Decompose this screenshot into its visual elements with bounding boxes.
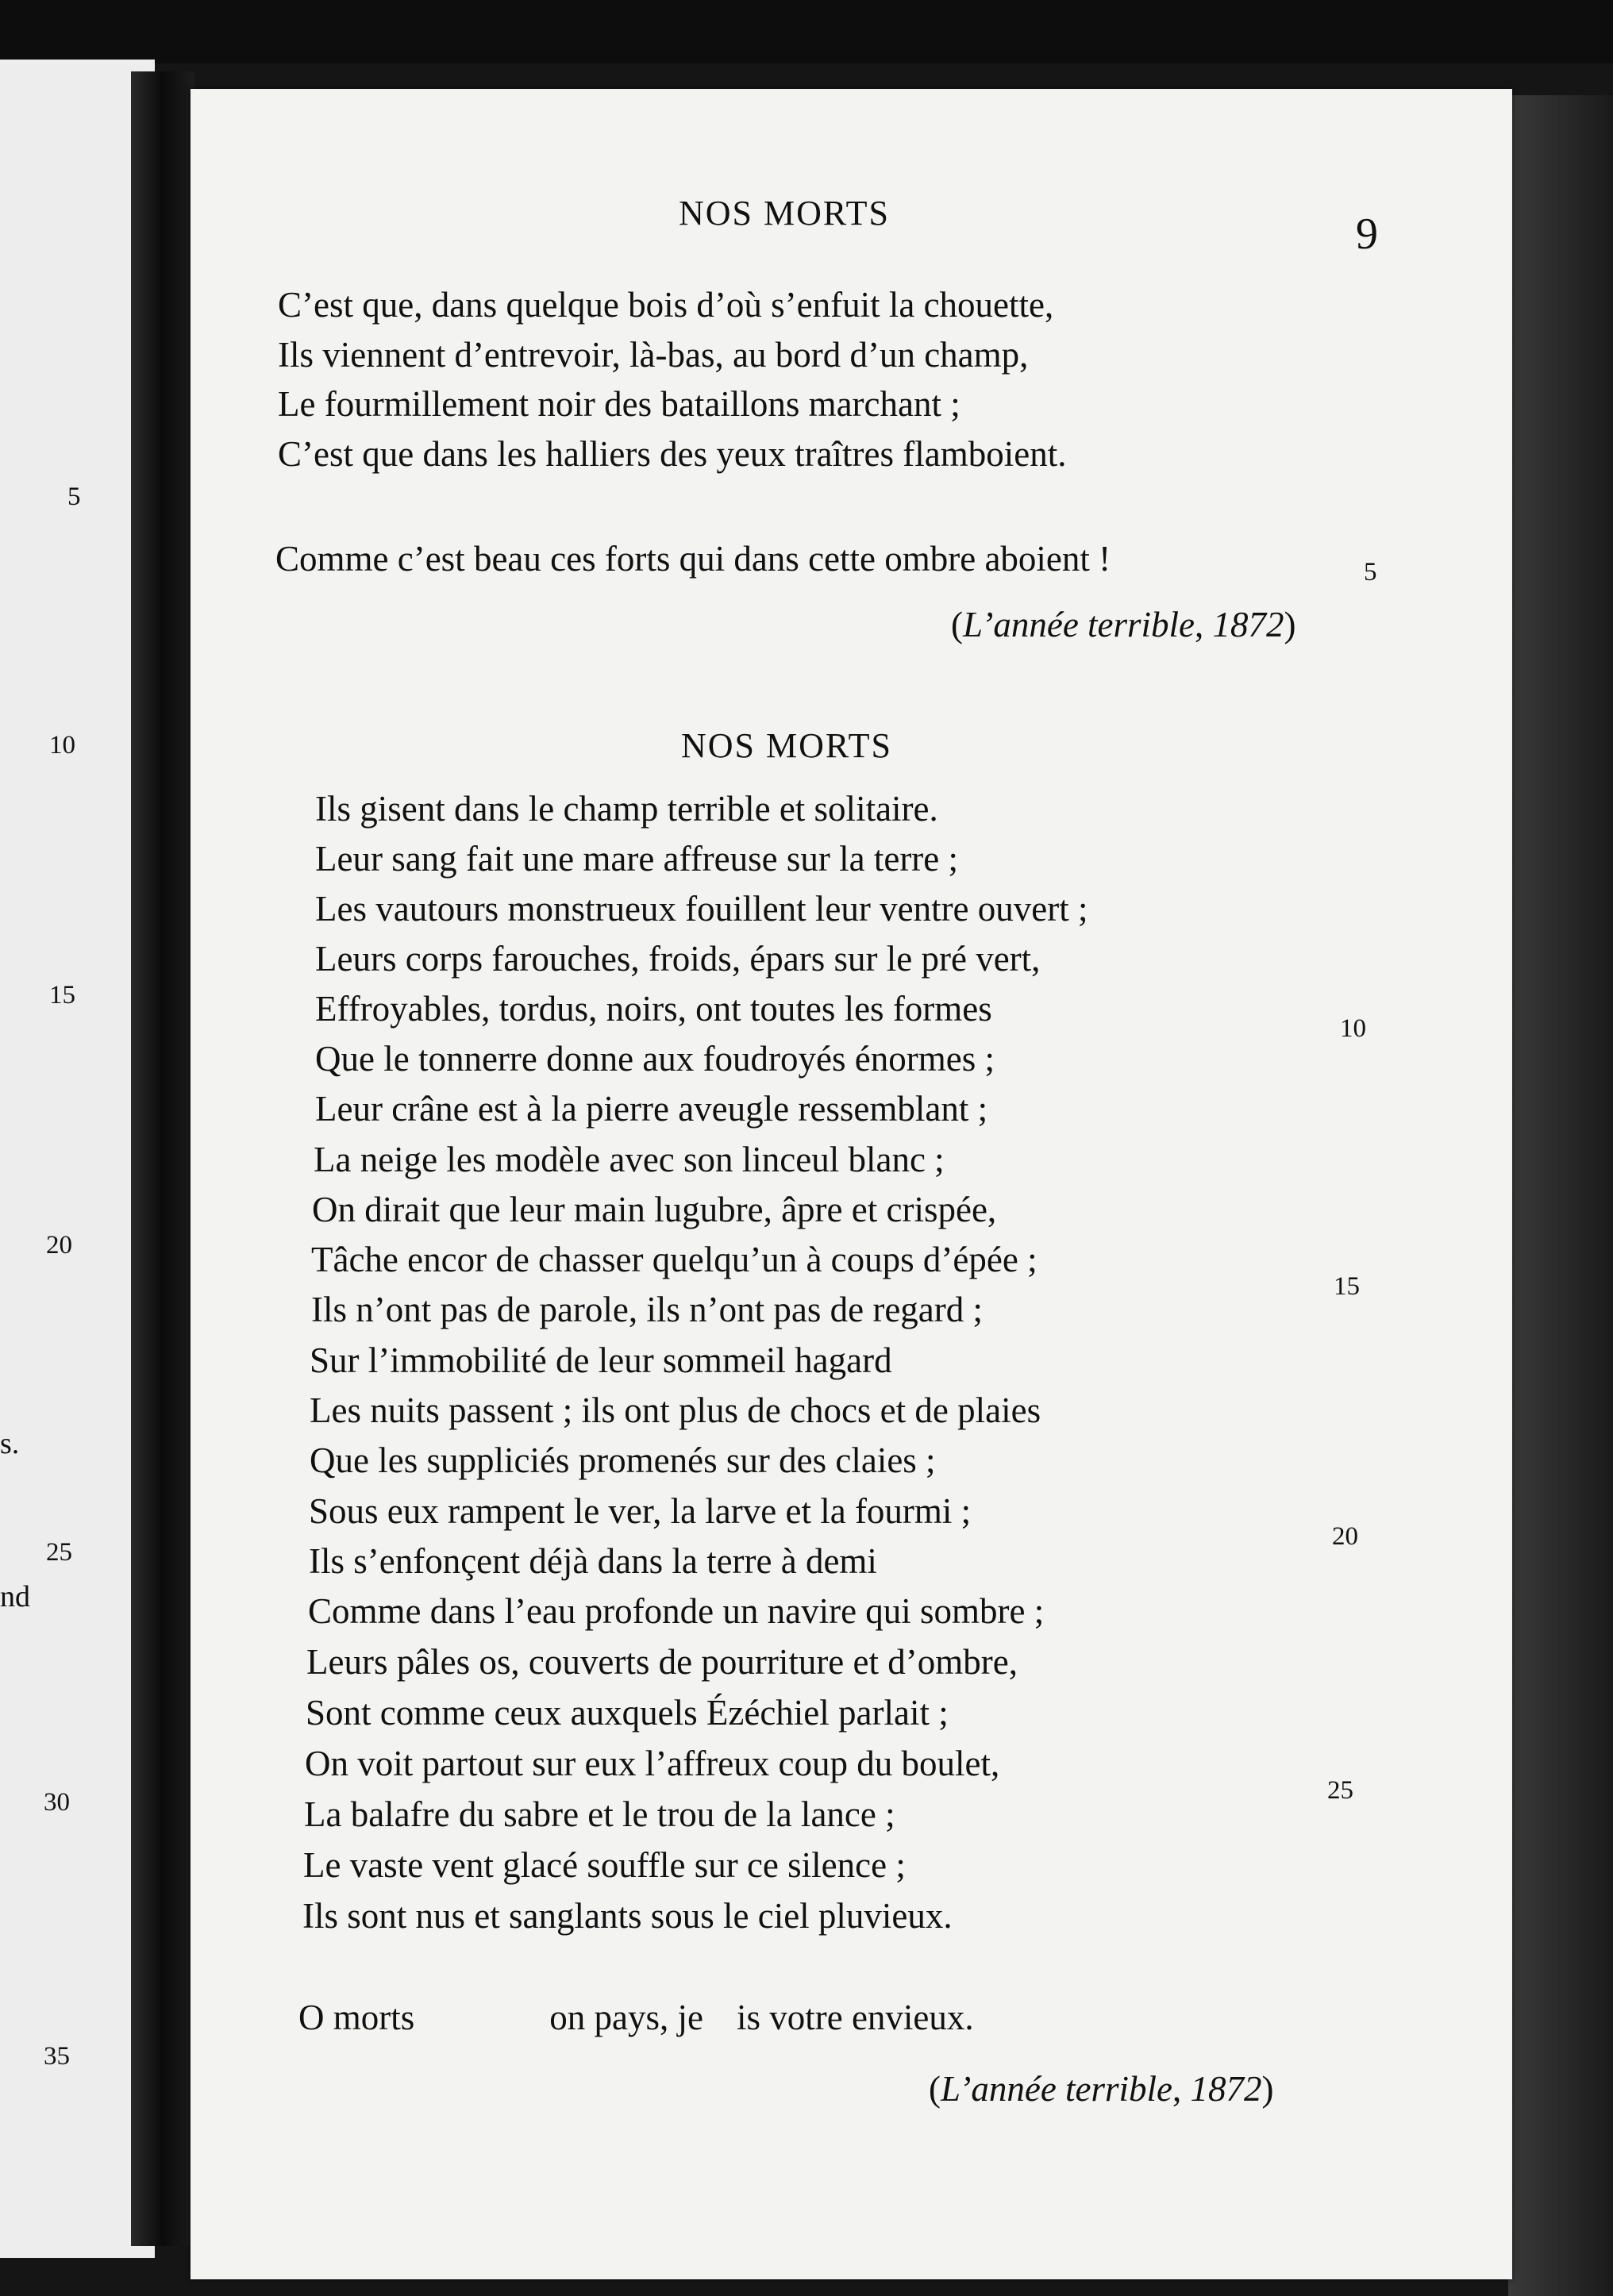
left-text-fragment: nd <box>0 1580 30 1613</box>
left-text-fragment: s. <box>0 1427 20 1460</box>
left-line-number: 30 <box>44 1788 70 1817</box>
source-citation: (L’année terrible, 1872) <box>929 2069 1274 2109</box>
left-line-number: 15 <box>49 981 75 1010</box>
poem-line: Ils viennent d’entrevoir, là-bas, au bord d’un champ, <box>278 335 1029 375</box>
poem-line: Effroyables, tordus, noirs, ont toutes les formes <box>315 989 992 1029</box>
running-head: NOS MORTS <box>679 194 890 233</box>
poem-line: Leur crâne est à la pierre aveugle ressemblant ; <box>315 1089 988 1129</box>
line-number: 25 <box>1327 1776 1353 1805</box>
source-year: 1872 <box>1190 2069 1262 2109</box>
poem-line: Leurs corps farouches, froids, épars sur le pré vert, <box>315 939 1041 979</box>
left-line-number: 35 <box>44 2042 70 2071</box>
left-line-number: 5 <box>67 483 81 511</box>
poem-line: Tâche encor de chasser quelqu’un à coups d’épée ; <box>311 1240 1037 1279</box>
poem-line: Le vaste vent glacé souffle sur ce silence ; <box>303 1845 906 1885</box>
line-number: 10 <box>1340 1014 1366 1043</box>
line-number: 5 <box>1364 558 1377 586</box>
final-line-damaged: O morts on pays, je is votre envieux. <box>298 1998 974 2037</box>
poem-line: C’est que, dans quelque bois d’où s’enfuit la chouette, <box>278 285 1054 325</box>
poem-title: NOS MORTS <box>681 726 892 765</box>
line-number: 15 <box>1334 1272 1360 1301</box>
poem-line: Que les suppliciés promenés sur des claies ; <box>310 1440 936 1480</box>
poem-line: Comme c’est beau ces forts qui dans cette ombre aboient ! <box>275 539 1111 579</box>
poem-line: Ils s’enfonçent déjà dans la terre à demi <box>309 1541 877 1581</box>
poem-line: C’est que dans les halliers des yeux traîtres flamboient. <box>278 434 1067 474</box>
poem-line: Sont comme ceux auxquels Ézéchiel parlait ; <box>306 1693 949 1733</box>
source-title: L’année terrible <box>963 605 1195 644</box>
poem-line: Le fourmillement noir des bataillons marchant ; <box>278 384 960 424</box>
poem-line: Sous eux rampent le ver, la larve et la fourmi ; <box>309 1491 972 1531</box>
poem-line: Les vautours monstrueux fouillent leur ventre ouvert ; <box>315 889 1088 929</box>
poem-line: Les nuits passent ; ils ont plus de chocs et de plaies <box>310 1390 1041 1430</box>
left-line-number: 20 <box>46 1231 72 1260</box>
book-gutter <box>131 71 194 2246</box>
poem-line: Leurs pâles os, couverts de pourriture et d’ombre, <box>306 1642 1018 1682</box>
left-line-number: 10 <box>49 731 75 760</box>
source-year: 1872 <box>1212 605 1284 644</box>
poem-line: On dirait que leur main lugubre, âpre et crispée, <box>312 1190 997 1229</box>
poem-line: Ils n’ont pas de parole, ils n’ont pas de regard ; <box>311 1290 984 1329</box>
poem-line: Que le tonnerre donne aux foudroyés énormes ; <box>315 1039 995 1079</box>
left-line-number: 25 <box>46 1538 72 1567</box>
scan-right-border <box>1508 95 1613 2296</box>
poem-line: La balafre du sabre et le trou de la lance ; <box>304 1794 895 1834</box>
book-page <box>191 89 1512 2279</box>
source-title: L’année terrible <box>941 2069 1173 2109</box>
poem-line: Ils gisent dans le champ terrible et solitaire. <box>315 789 938 829</box>
poem-line: On voit partout sur eux l’affreux coup du boulet, <box>305 1744 1000 1783</box>
source-citation: (L’année terrible, 1872) <box>951 605 1296 644</box>
poem-line: La neige les modèle avec son linceul blanc ; <box>314 1140 945 1179</box>
page-number: 9 <box>1356 210 1378 259</box>
line-number: 20 <box>1332 1522 1358 1551</box>
poem-line: Leur sang fait une mare affreuse sur la terre ; <box>315 839 959 879</box>
poem-line: Comme dans l’eau profonde un navire qui sombre ; <box>308 1591 1045 1631</box>
poem-line: Sur l’immobilité de leur sommeil hagard <box>310 1340 892 1380</box>
scan-top-border <box>0 0 1613 63</box>
poem-line: Ils sont nus et sanglants sous le ciel pluvieux. <box>302 1896 953 1936</box>
